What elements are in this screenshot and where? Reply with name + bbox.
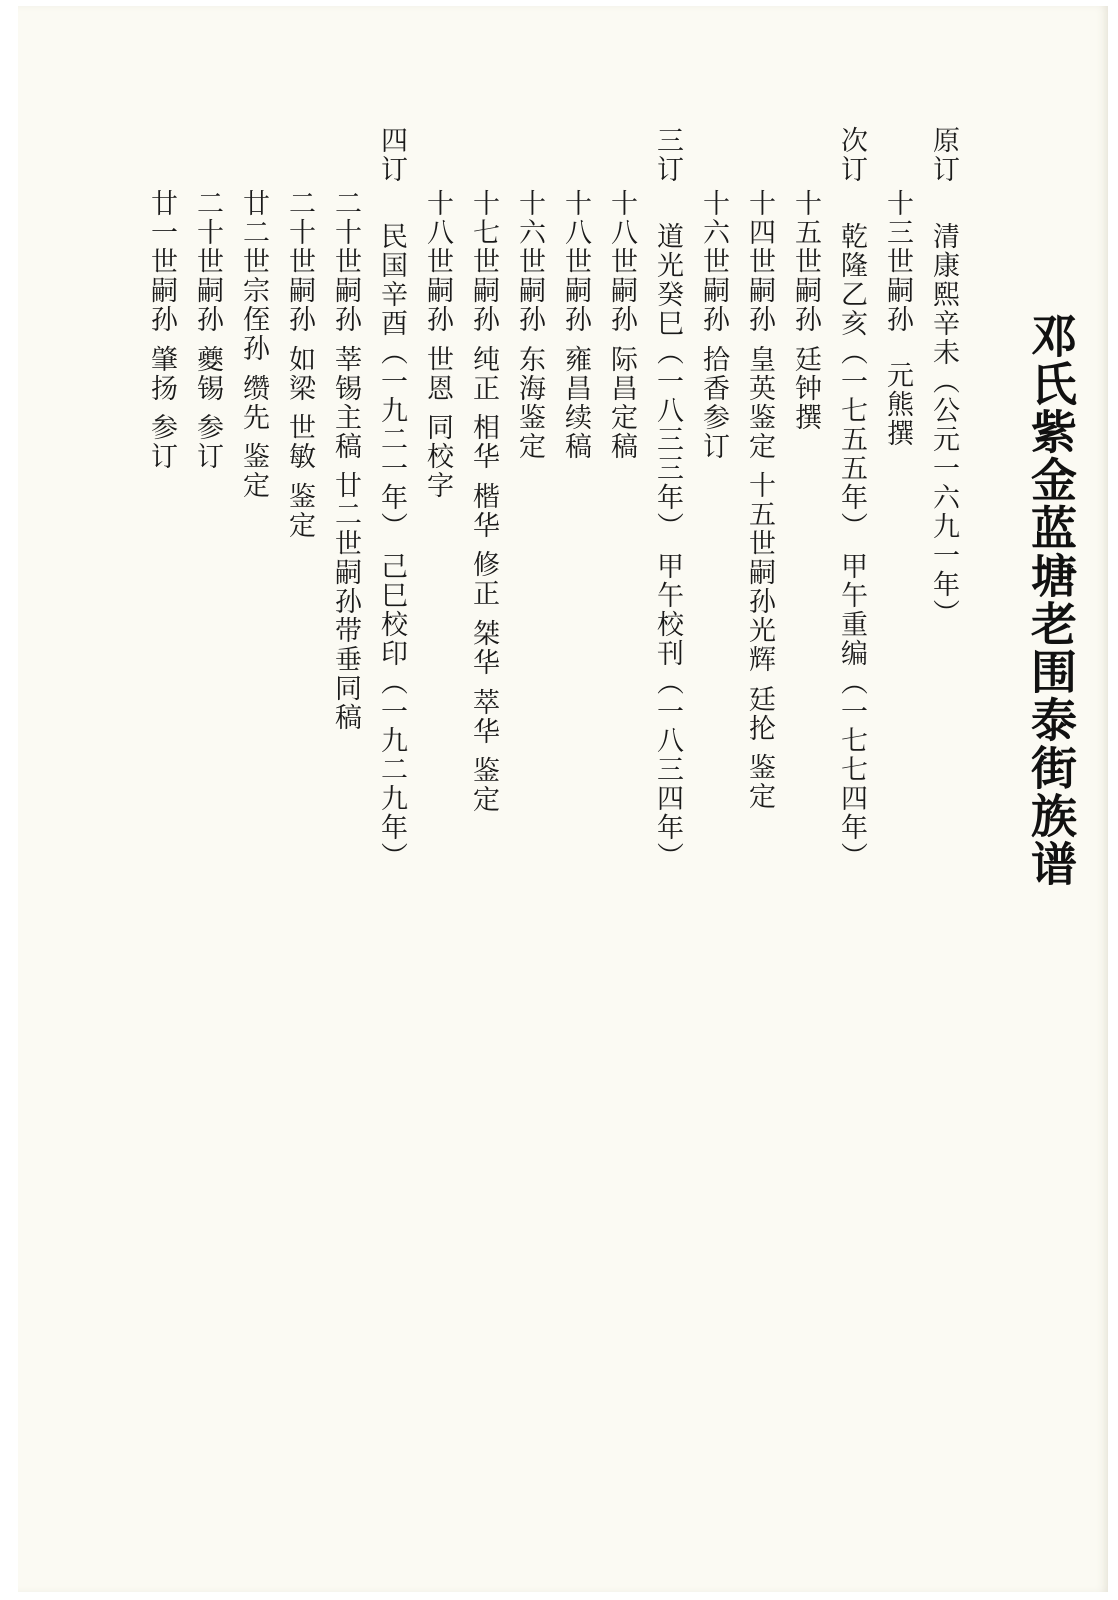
contributor-name: 桀华 xyxy=(468,618,499,677)
contributor-role: 鉴定 xyxy=(238,442,269,501)
contributor-generation: 廿一世嗣孙 xyxy=(146,189,177,334)
edition-revision-date: 己巳校印（一九二九年） xyxy=(376,551,407,871)
contributor-role: 廿二世嗣孙带垂同稿 xyxy=(330,471,361,733)
contributor-role: 参订 xyxy=(192,413,223,472)
edition-label: 原订 xyxy=(928,126,959,184)
contributor-name: 萃华 xyxy=(468,687,499,746)
contributor-role: 皇英鉴定 xyxy=(744,344,775,461)
contributor-generation: 十八世嗣孙 xyxy=(422,189,453,334)
contributor-name: 世敏 xyxy=(284,413,315,472)
contributor-role: 廷钟撰 xyxy=(790,344,821,432)
contributor-name: 楷华 xyxy=(468,481,499,540)
column-fourth-edition-date xyxy=(378,222,435,871)
column-original-edition-label xyxy=(930,126,957,184)
contributor-generation: 二十世嗣孙 xyxy=(192,189,223,334)
column-contributor xyxy=(608,189,657,461)
edition-date: 清康熙辛未（公元一六九一年） xyxy=(928,222,959,628)
contributor-role: 参订 xyxy=(146,413,177,472)
contributor-generation: 十四世嗣孙 xyxy=(744,189,775,334)
column-contributor xyxy=(332,189,381,732)
edition-date: 道光癸巳（一八三三年） xyxy=(652,222,683,541)
contributor-generation: 十五世嗣孙光辉 xyxy=(744,471,775,675)
contributor-generation: 廿二世宗侄孙 xyxy=(238,189,269,363)
contributor-name: 纯正 xyxy=(468,344,499,403)
contributor-generation: 十八世嗣孙 xyxy=(560,189,591,334)
edition-label: 次订 xyxy=(836,126,867,184)
contributor-role: 修正 xyxy=(468,550,499,609)
contributor-generation: 十六世嗣孙 xyxy=(514,189,545,334)
contributor-name: 缵先 xyxy=(238,373,269,432)
contributor-name: 世恩 xyxy=(422,344,453,403)
contributor-role: 鉴定 xyxy=(284,481,315,540)
author-name: 元熊撰 xyxy=(882,361,913,448)
contributor-generation: 十六世嗣孙 xyxy=(698,189,729,334)
contributor-name: 夔锡 xyxy=(192,344,223,403)
contributor-generation: 二十世嗣孙 xyxy=(330,189,361,334)
contributor-role: 东海鉴定 xyxy=(514,344,545,461)
contributor-name: 肇扬 xyxy=(146,344,177,403)
column-contributor xyxy=(746,189,803,811)
contributor-name: 廷抡 xyxy=(744,684,775,743)
document-page xyxy=(18,6,1108,1592)
contributor-name: 相华 xyxy=(468,413,499,472)
document-title: 邓氏紫金蓝塘老围泰街族谱 xyxy=(1024,312,1078,888)
contributor-role: 雍昌续稿 xyxy=(560,344,591,461)
edition-revision-date: 甲午重编（一七七四年） xyxy=(836,551,867,871)
edition-date: 乾隆乙亥（一七五五年） xyxy=(836,222,867,541)
column-third-edition-label xyxy=(654,126,681,184)
contributor-generation: 十五世嗣孙 xyxy=(790,189,821,334)
contributor-role: 莘锡主稿 xyxy=(330,344,361,461)
column-second-edition-date xyxy=(838,222,895,871)
contributor-generation: 十七世嗣孙 xyxy=(468,189,499,334)
column-contributor xyxy=(148,189,205,471)
contributor-role: 鉴定 xyxy=(744,753,775,812)
edition-revision-date: 甲午校刊（一八三四年） xyxy=(652,551,683,871)
column-contributor xyxy=(470,189,527,814)
column-contributor xyxy=(562,189,611,461)
edition-date: 民国辛酉（一九二一年） xyxy=(376,222,407,541)
edition-label: 三订 xyxy=(652,126,683,184)
column-second-edition-label xyxy=(838,126,865,184)
column-third-edition-date xyxy=(654,222,711,871)
contributor-generation: 十八世嗣孙 xyxy=(606,189,637,334)
column-fourth-edition-label xyxy=(378,126,405,184)
column-original-date xyxy=(930,222,957,628)
contributor-name: 如梁 xyxy=(284,344,315,403)
edition-label: 四订 xyxy=(376,126,407,184)
contributor-role: 同校字 xyxy=(422,413,453,501)
contributor-generation: 二十世嗣孙 xyxy=(284,189,315,334)
contributor-role: 鉴定 xyxy=(468,756,499,815)
contributor-role: 拾香参订 xyxy=(698,344,729,461)
contributor-role: 际昌定稿 xyxy=(606,344,637,461)
author-generation: 十三世嗣孙 xyxy=(882,189,913,334)
